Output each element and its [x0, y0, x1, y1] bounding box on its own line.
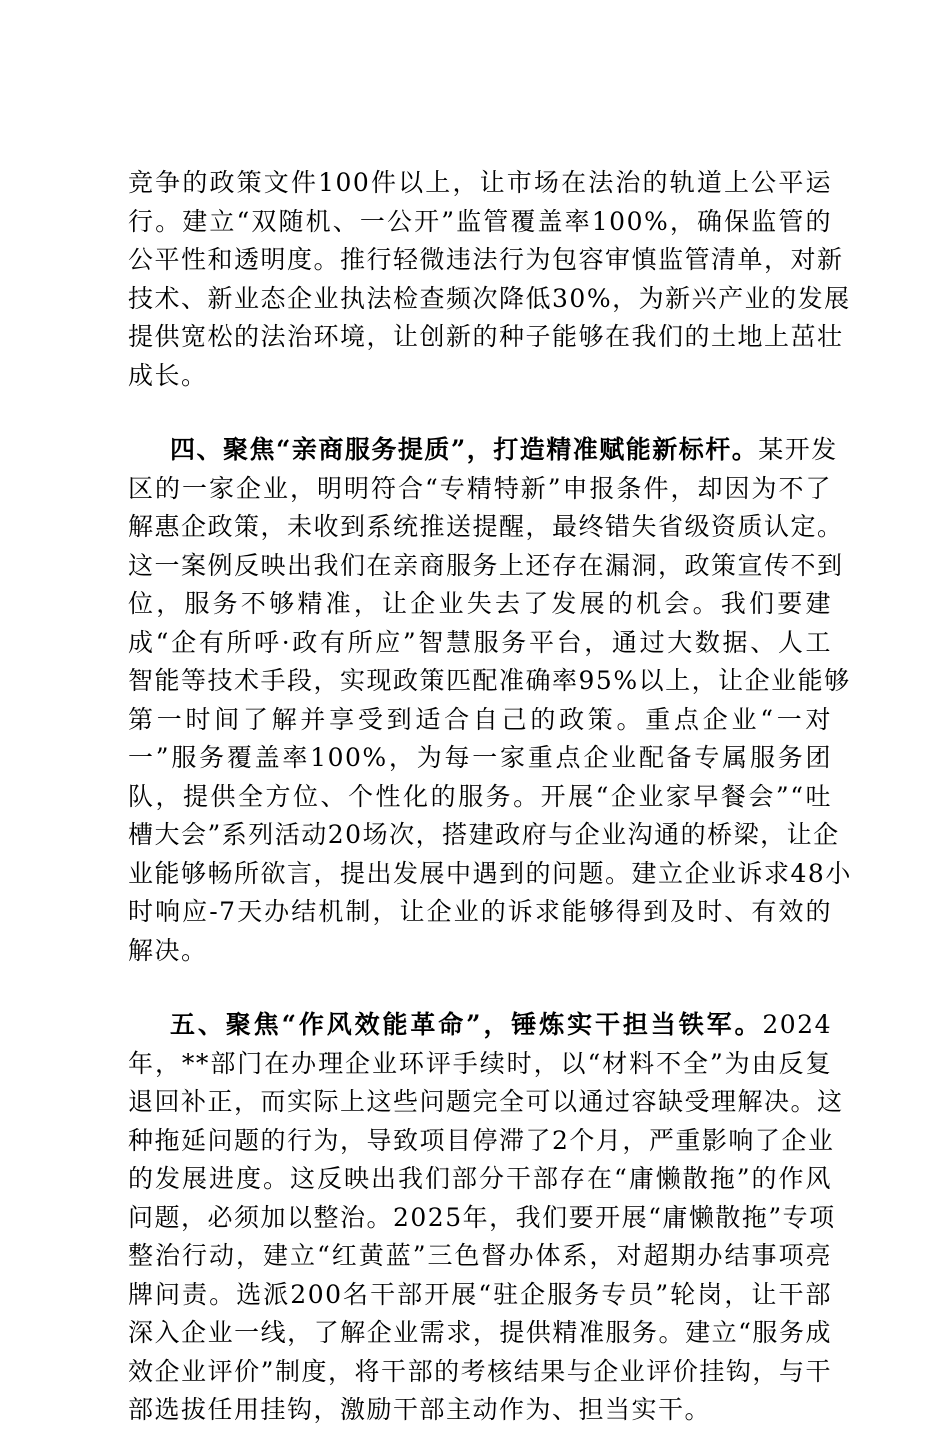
- text-line: 深入企业一线，了解企业需求，提供精准服务。建立“服务成: [128, 1318, 832, 1347]
- text-line: 解决。: [128, 935, 208, 965]
- text-line: 位，服务不够精准，让企业失去了发展的机会。我们要建: [128, 589, 832, 618]
- text-line: 成“企有所呼·政有所应”智慧服务平台，通过大数据、人工: [128, 627, 832, 657]
- text-line: 效企业评价”制度，将干部的考核结果与企业评价挂钩，与干: [128, 1356, 832, 1386]
- text-line: [128, 431, 838, 470]
- paragraph-legal-environment: [128, 164, 851, 395]
- text-line: 行。建立“双随机、一公开”监管覆盖率100%，确保监管的: [128, 206, 832, 236]
- text-line: 队，提供全方位、个性化的服务。开展“企业家早餐会”“吐: [128, 781, 832, 811]
- text-line: 问题，必须加以整治。2025年，我们要开展“庸懒散拖”专项: [128, 1202, 836, 1232]
- text-run: 2024: [762, 1010, 832, 1039]
- paragraph-business-service: [128, 431, 852, 970]
- text-line: 时响应-7天办结机制，让企业的诉求能够得到及时、有效的: [128, 897, 832, 926]
- text-line: 部选拔任用挂钩，激励干部主动作为、担当实干。: [128, 1395, 712, 1424]
- text-line: 智能等技术手段，实现政策匹配准确率95%以上，让企业能够: [128, 666, 851, 695]
- paragraph-gap: [128, 395, 832, 431]
- text-line: 业能够畅所欲言，提出发展中遇到的问题。建立企业诉求48小: [128, 858, 852, 888]
- text-line: 牌问责。选派200名干部开展“驻企服务专员”轮岗，让干部: [128, 1279, 832, 1309]
- text-line: 提供宽松的法治环境，让创新的种子能够在我们的土地上茁壮: [128, 322, 844, 351]
- paragraph-work-style: [128, 1006, 844, 1430]
- text-line: 种拖延问题的行为，导致项目停滞了2个月，严重影响了企业: [128, 1125, 835, 1155]
- text-line: 解惠企政策，未收到系统推送提醒，最终错失省级资质认定。: [128, 512, 844, 541]
- text-line: 第一时间了解并享受到适合自己的政策。重点企业“一对: [128, 704, 832, 734]
- paragraph-gap: [128, 970, 832, 1006]
- section-heading-five: 五、聚焦“作风效能革命”，锤炼实干担当铁军。: [170, 1010, 763, 1039]
- text-run: 某开发: [758, 435, 838, 464]
- text-line: 技术、新业态企业执法检查频次降低30%，为新兴产业的发展: [128, 283, 851, 313]
- text-line: 槽大会”系列活动20场次，搭建政府与企业沟通的桥梁，让企: [128, 820, 840, 849]
- text-line: 年，**部门在办理企业环评手续时，以“材料不全”为由反复: [128, 1048, 832, 1078]
- text-line: [128, 1006, 832, 1045]
- text-line: 的发展进度。这反映出我们部分干部存在“庸懒散拖”的作风: [128, 1164, 832, 1193]
- text-line: 区的一家企业，明明符合“专精特新”申报条件，却因为不了: [128, 473, 832, 503]
- document-page: [128, 164, 852, 1430]
- text-line: 公平性和透明度。推行轻微违法行为包容审慎监管清单，对新: [128, 245, 844, 274]
- text-line: 整治行动，建立“红黄蓝”三色督办体系，对超期办结事项亮: [128, 1241, 832, 1270]
- text-line: 竞争的政策文件100件以上，让市场在法治的轨道上公平运: [128, 168, 832, 197]
- text-line: 成长。: [128, 360, 208, 390]
- text-line: 退回补正，而实际上这些问题完全可以通过容缺受理解决。这: [128, 1087, 844, 1116]
- section-heading-four: 四、聚焦“亲商服务提质”，打造精准赋能新标杆。: [170, 435, 759, 464]
- text-line: 一”服务覆盖率100%，为每一家重点企业配备专属服务团: [128, 743, 832, 772]
- text-line: 这一案例反映出我们在亲商服务上还存在漏洞，政策宣传不到: [128, 550, 844, 580]
